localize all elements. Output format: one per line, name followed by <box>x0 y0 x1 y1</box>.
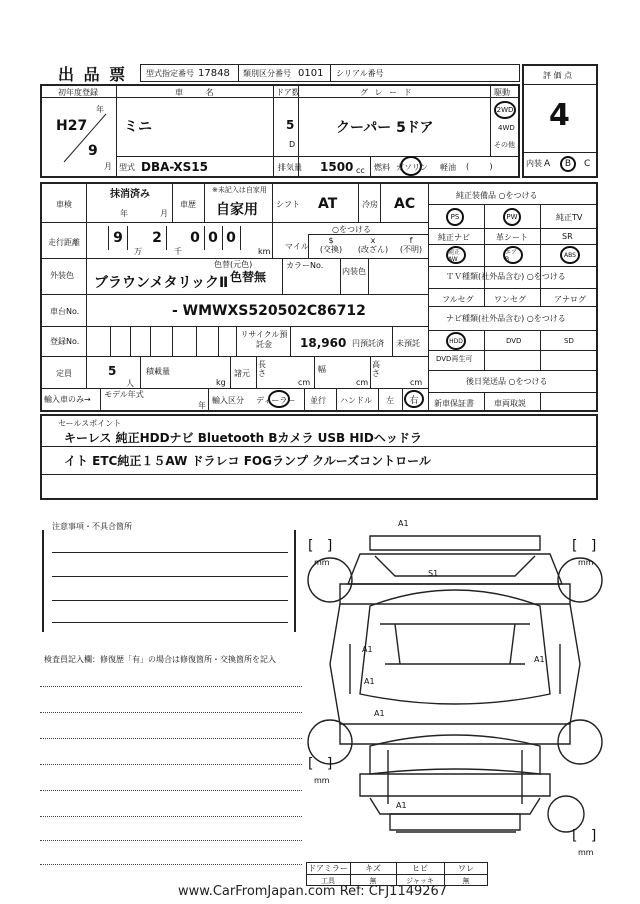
aw-circled: 純正AW <box>446 246 466 264</box>
mark-a1-left3: A1 <box>374 709 385 718</box>
circle-note: ○をつける <box>332 225 371 234</box>
interior-color-label: 内装色 <box>342 267 366 276</box>
ps-circled: PS <box>446 208 464 226</box>
man-unit: 万 <box>134 247 142 256</box>
mark-s1: S1 <box>428 569 439 578</box>
option-oneseg: ワンセグ <box>494 295 526 304</box>
mileage-digit: 2 <box>148 226 167 250</box>
reg-slash-icon <box>60 110 110 166</box>
bracket-rr: [ ] <box>572 828 597 844</box>
sheet-title: 出 品 票 <box>58 65 128 84</box>
class-value: 0101 <box>298 68 324 79</box>
name-label: 車 名 <box>175 88 224 97</box>
height-cm: cm <box>410 378 423 387</box>
mileage-digit: 0 <box>204 226 223 250</box>
inspection-month: 月 <box>160 209 168 218</box>
length-cm: cm <box>298 378 311 387</box>
grade-label: グ レ ー ド <box>360 88 414 97</box>
interior-a: A <box>544 159 551 169</box>
option-dvd-play: DVD再生可 <box>436 355 473 363</box>
legend-header: キズ <box>365 864 381 873</box>
grade-value: クーパー 5ドア <box>336 120 434 136</box>
model-year-label: モデル年式 <box>104 390 144 399</box>
cc-unit: cc <box>356 166 365 175</box>
abs-circled: ABS <box>560 246 580 264</box>
mark-a1-right: A1 <box>534 655 545 664</box>
import-class-label: 輸入区分 <box>212 396 244 405</box>
mm-rr: mm <box>578 848 594 857</box>
reg-label: 初年度登録 <box>58 88 98 97</box>
option-warranty: 新車保証書 <box>434 399 474 408</box>
handle-label: ハンドル <box>340 396 372 405</box>
modified-option: x (改ざん) <box>357 236 389 254</box>
option-leather: 革シート <box>496 233 528 242</box>
doors-value: 5 <box>286 118 295 132</box>
fuel-label: 燃料 <box>374 163 390 172</box>
legend-header: ドアミラー <box>308 864 348 873</box>
later-label: 後日発送品 ○をつける <box>466 377 548 386</box>
drive-2wd-circled: 2WD <box>494 101 516 119</box>
length-label: 長さ <box>258 360 266 378</box>
legend-cell: ジャッキ <box>406 876 434 885</box>
ac-label: 冷房 <box>362 200 378 209</box>
inspection-year: 年 <box>120 209 128 218</box>
option-sd: SD <box>564 337 574 345</box>
legend-header: ワレ <box>458 864 474 873</box>
year-unit: 年 <box>96 105 104 114</box>
mileage-digit: 9 <box>108 226 128 250</box>
mileage-digit: 0 <box>186 226 205 250</box>
recycle-paid: 円預託済 <box>352 339 384 348</box>
score-label: 評 価 点 <box>543 71 573 80</box>
month-unit: 月 <box>104 162 112 171</box>
handle-right-circled: 右 <box>404 390 424 408</box>
type-label: 型式 <box>119 163 135 172</box>
repaint-label: 色替(元色) <box>214 260 253 269</box>
mm-fl: mm <box>314 558 330 567</box>
displacement-label: 排気量 <box>278 163 302 172</box>
mark-a1-bottom: A1 <box>396 801 407 810</box>
inspection-label: 車検 <box>56 200 72 209</box>
mm-rl: mm <box>314 776 330 785</box>
tv-type-label: ＴＶ種類(社外品含む) ○をつける <box>446 272 566 281</box>
option-tv: 純正TV <box>556 213 583 222</box>
history-label: 車歴 <box>180 200 196 209</box>
capacity-unit: 人 <box>126 379 134 388</box>
option-navi: 純正ナビ <box>438 233 470 242</box>
legend-cell: 無 <box>462 876 470 885</box>
watermark: www.CarFromJapan.com Ref: CFJ1149267 <box>178 884 448 899</box>
option-manual: 車両取説 <box>494 399 526 408</box>
reg-month: 9 <box>88 143 98 159</box>
load-label: 積載量 <box>146 367 170 376</box>
km-unit: km <box>258 247 271 256</box>
color-no-label: カラーNo. <box>286 261 324 270</box>
color-value: ブラウンメタリックⅡ <box>94 275 229 291</box>
history-value: 自家用 <box>216 202 258 218</box>
fuel-circle-icon <box>400 156 422 176</box>
model-cert-value: 17848 <box>198 68 230 79</box>
model-cert-label: 型式指定番号 <box>146 69 194 78</box>
height-label: 高さ <box>372 360 380 378</box>
car-name: ミニ <box>124 119 152 135</box>
genuine-label: 純正装備品 ○をつける <box>456 191 538 200</box>
dealer-circle-icon <box>268 390 290 408</box>
mile-label: マイル <box>285 242 309 251</box>
fuel-light-oil: 軽油 <box>440 163 456 172</box>
bracket-fl: [ ] <box>308 538 333 554</box>
mark-a1-left2: A1 <box>364 677 375 686</box>
score-value: 4 <box>549 98 570 133</box>
sen-unit: 千 <box>174 247 182 256</box>
option-dvd: DVD <box>506 337 522 345</box>
option-analog: アナログ <box>554 295 586 304</box>
option-fullseg: フルセグ <box>442 295 474 304</box>
width-label: 幅 <box>318 365 326 374</box>
mm-fr: mm <box>578 558 594 567</box>
reg-no-label: 登録No. <box>50 337 80 346</box>
drive-other: その他 <box>494 141 515 149</box>
unknown-option: f (不明) <box>399 236 423 254</box>
repaint-value: 色替無 <box>230 270 267 284</box>
caution-label: 注意事項・不具合箇所 <box>52 522 132 531</box>
type-value: DBA-XS15 <box>141 160 208 174</box>
dims-label: 諸元 <box>234 369 250 378</box>
bracket-fr: [ ] <box>572 538 597 554</box>
serial-label: シリアル番号 <box>336 69 384 78</box>
mileage-digit: 0 <box>222 226 241 250</box>
drive-4wd: 4WD <box>498 124 515 132</box>
pw-circled: PW <box>503 208 521 226</box>
car-damage-diagram <box>300 514 610 874</box>
history-note: ※未記入は自家用 <box>212 186 267 194</box>
legend-cell: 無 <box>369 876 377 885</box>
dealer-option: ディーラー <box>256 396 296 405</box>
legend-cell: 工具 <box>321 876 335 885</box>
caution-box <box>42 530 296 632</box>
mileage-label: 走行距離 <box>48 238 80 247</box>
inspection-value: 抹消済み <box>110 189 150 200</box>
mark-a1-top: A1 <box>398 519 409 528</box>
reg-era: H27 <box>56 118 88 134</box>
parallel-option: 並行 <box>310 396 326 405</box>
shift-value: AT <box>318 196 338 212</box>
shift-label: シフト <box>276 200 300 209</box>
drive-label: 駆動 <box>494 88 510 97</box>
sales-line-1: キーレス 純正HDDナビ Bluetooth Bカメラ USB HIDヘッドラ <box>64 431 422 445</box>
mark-a1-left1: A1 <box>362 645 373 654</box>
inspector-label: 検査員記入欄：修復歴「有」の場合は修復箇所・交換箇所を記入 <box>44 655 276 664</box>
chassis-value: - WMWXS520502C86712 <box>172 303 366 319</box>
doors-suffix: D <box>289 140 296 149</box>
model-year-unit: 年 <box>198 401 206 410</box>
sales-label: セールスポイント <box>58 419 122 428</box>
width-cm: cm <box>356 378 369 387</box>
exchange-option: $ (交換) <box>319 236 343 254</box>
option-sr: SR <box>562 232 573 241</box>
sales-line-2: イト ETC純正１５AW ドラレコ FOGランプ クルーズコントロール <box>64 454 431 468</box>
recycle-label: リサイクル預託金 <box>240 330 288 349</box>
class-label: 類別区分番号 <box>243 69 291 78</box>
capacity-label: 定員 <box>56 369 72 378</box>
displacement-value: 1500 <box>320 160 354 174</box>
navi-type-label: ナビ種類(社外品含む) ○をつける <box>446 314 566 323</box>
color-label: 外装色 <box>50 271 74 280</box>
interior-c: C <box>584 159 591 169</box>
ac-value: AC <box>394 196 416 212</box>
interior-label: 内装 <box>526 159 542 168</box>
hdd-circled: HDD <box>446 332 466 350</box>
capacity-value: 5 <box>108 364 117 378</box>
import-label: 輸入車のみ→ <box>44 395 91 404</box>
doors-label: ドア数 <box>276 88 300 97</box>
interior-b-circled: B <box>560 156 576 172</box>
bracket-rl: [ ] <box>308 756 333 772</box>
recycle-value: 18,960 <box>300 336 347 350</box>
load-kg: kg <box>216 378 226 387</box>
recycle-unpaid: 未預託 <box>396 339 420 348</box>
legend-header: ヒビ <box>412 864 428 873</box>
chassis-label: 車台No. <box>50 307 80 316</box>
fuel-paren: ( ) <box>466 162 493 171</box>
fuel-gasoline: ガソリン <box>396 163 428 172</box>
airbag-circled: エアB <box>503 246 523 264</box>
handle-left: 左 <box>386 396 394 405</box>
